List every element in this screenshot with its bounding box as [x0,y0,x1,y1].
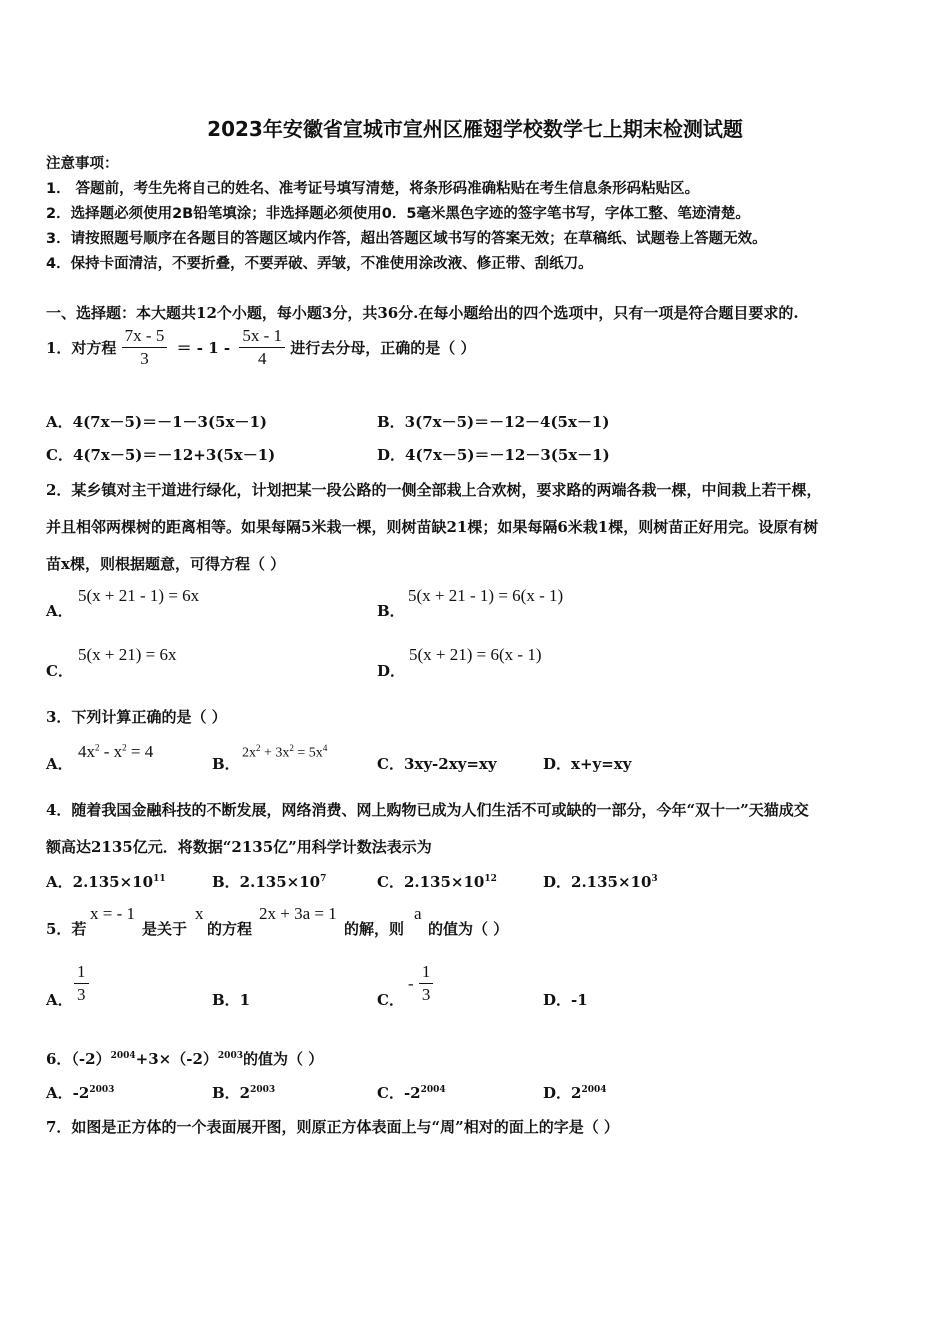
question-4-option-d: D．$2.135\times 10^3$ [543,873,658,891]
question-3-stem: 3．下列计算正确的是（ ） [46,708,227,726]
question-2-option-d-math: 5(x + 21) = 6(x - 1) [409,645,542,664]
question-4-option-b: B．$2.135\times 10^7$ [212,873,327,891]
question-2-option-d-label: D． [377,662,406,680]
question-5-math-2: x [195,904,204,923]
question-3-option-a-label: A． [46,755,73,773]
question-1-option-d: D．4(7x－5)＝－12－3(5x－1) [377,446,610,464]
question-5-suffix: 的值为（ ） [428,920,509,938]
question-1-option-b: B．3(7x－5)＝－12－4(5x－1) [377,413,610,431]
question-5-option-d: D．-1 [543,991,588,1009]
notice-heading: 注意事项： [46,156,119,172]
question-5-option-a-label: A． [46,991,73,1009]
question-4-option-a: A．$2.135\times 10^{11}$ [46,873,166,891]
question-5-mid-2: 的方程 [207,920,253,938]
question-5-math-3: 2x + 3a = 1 [259,904,337,923]
question-2-option-a-label: A． [46,602,73,620]
notice-item-1: 1． 答题前，考生先将自己的姓名、准考证号填写清楚，将条形码准确粘贴在考生信息条形码粘贴区。 [46,181,700,197]
question-2-option-b-label: B． [377,602,405,620]
question-3-option-b-math: $2x^2 + 3x^2 = 5x^4$ [242,743,328,761]
fraction: $\frac{5x - 1}{4}$ [239,326,285,369]
question-3-option-b-label: B． [212,755,240,773]
fraction: $\frac{7x - 5}{3}$ [122,326,168,369]
question-6-option-b: B．$2^{2003}$ [212,1084,276,1102]
question-2-line-1: 2．某乡镇对主干道进行绿化，计划把某一段公路的一侧全部栽上合欢树，要求路的两端各栽一棵，中间栽上若干棵， [46,481,822,499]
question-2-option-c-label: C． [46,662,73,680]
question-6-option-c: C．$-2^{2004}$ [377,1084,446,1102]
question-5-option-c-label: C． [377,991,404,1009]
question-6-option-d: D．$2^{2004}$ [543,1084,607,1102]
question-2-option-a-math: 5(x + 21 - 1) = 6x [78,586,200,605]
question-3-option-a-math: $4x^2 - x^2 = 4$ [78,742,154,761]
question-5-option-c-fraction: - $\frac{1}{3}$ [408,962,433,1005]
question-6-stem: 6．$(-2)^{2004}+3\times(-2)^{2003}$的值为（ ） [46,1050,324,1068]
page-title: 2023年安徽省宣城市宣州区雁翅学校数学七上期末检测试题 [207,117,743,141]
question-5-option-b: B．1 [212,991,251,1009]
question-1-stem: 1．对方程 $\frac{7x - 5}{3}$ ＝ - 1 - $\frac{5x - 1}{4}$ 进行去分母，正确的是（ ） [46,326,476,368]
notice-item-2: 2．选择题必须使用2B铅笔填涂；非选择题必须使用0．5毫米黑色字迹的签字笔书写，字体工整、笔迹清楚。 [46,206,750,222]
question-5-math-4: a [414,904,422,923]
question-5-mid-3: 的解，则 [344,920,405,938]
question-4-line-1: 4．随着我国金融科技的不断发展，网络消费、网上购物已成为人们生活不可或缺的一部分，今年“双十一”天猫成交 [46,801,809,819]
question-2-line-3: 苗x棵，则根据题意，可得方程（ ） [46,555,286,573]
question-7-stem: 7．如图是正方体的一个表面展开图，则原正方体表面上与“周”相对的面上的字是（ ） [46,1118,619,1136]
question-5-math-1: x = - 1 [90,904,135,923]
question-3-option-d: D．x+y=xy [543,755,632,773]
notice-item-4: 4．保持卡面清洁，不要折叠，不要弄破、弄皱，不准使用涂改液、修正带、刮纸刀。 [46,256,593,272]
question-3-option-c: C．3xy-2xy=xy [377,755,497,773]
section-heading: 一、选择题：本大题共12个小题，每小题3分，共36分.在每小题给出的四个选项中，只有一项是符合题目要求的. [46,304,799,322]
question-4-option-c: C．$2.135\times 10^{12}$ [377,873,497,891]
question-5-mid-1: 是关于 [142,920,188,938]
question-2-option-b-math: 5(x + 21 - 1) = 6(x - 1) [408,586,564,605]
question-2-line-2: 并且相邻两棵树的距离相等。如果每隔5米栽一棵，则树苗缺21棵；如果每隔6米栽1棵，则树苗正好用完。设原有树 [46,518,819,536]
notice-item-3: 3．请按照题号顺序在各题目的答题区域内作答，超出答题区域书写的答案无效；在草稿纸、试题卷上答题无效。 [46,231,767,247]
question-5-prefix: 5．若 [46,920,87,938]
question-4-line-2: 额高达2135亿元．将数据“2135亿”用科学计数法表示为 [46,838,432,856]
question-1-option-a: A．4(7x－5)＝－1－3(5x－1) [46,413,267,431]
question-5-option-a-fraction: $\frac{1}{3}$ [74,962,89,1005]
question-2-option-c-math: 5(x + 21) = 6x [78,645,177,664]
question-1-option-c: C．4(7x－5)＝－12+3(5x－1) [46,446,276,464]
question-6-option-a: A．$-2^{2003}$ [46,1084,115,1102]
